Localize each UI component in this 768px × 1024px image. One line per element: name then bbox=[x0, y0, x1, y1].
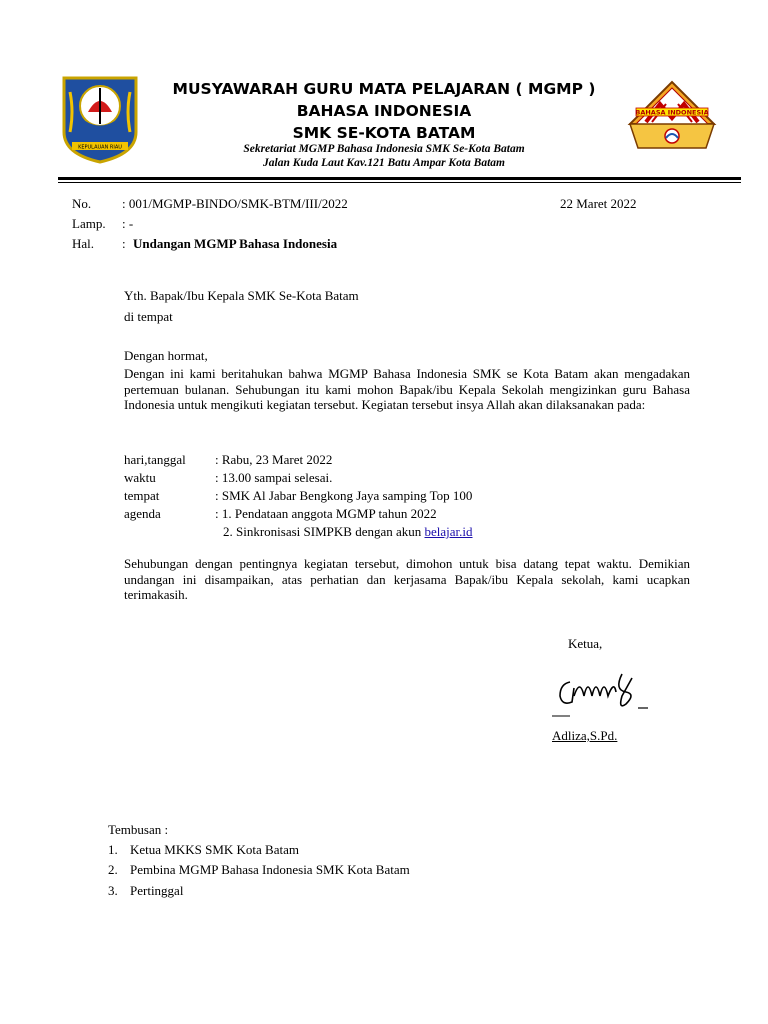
tembusan-item-2: Pembina MGMP Bahasa Indonesia SMK Kota Batam bbox=[130, 862, 410, 877]
signature-role: Ketua, bbox=[568, 636, 603, 651]
body-paragraph2: Sehubungan dengan pentingnya kegiatan tersebut, dimohon untuk bisa datang tepat waktu. Demikian undangan ini disampaikan, atas perhatian dan kerjasama Bapak/ibu Kepala sekolah, kami ucapkan terimakasih. bbox=[124, 556, 690, 602]
detail-value-place: : SMK Al Jabar Bengkong Jaya samping Top 100 bbox=[215, 488, 473, 503]
letter-date: 22 Maret 2022 bbox=[560, 196, 637, 211]
detail-label-agenda: agenda bbox=[124, 506, 161, 521]
header-title-line2: BAHASA INDONESIA bbox=[296, 102, 472, 120]
header-title-line1: MUSYAWARAH GURU MATA PELAJARAN ( MGMP ) bbox=[172, 80, 596, 98]
detail-value-date: : Rabu, 23 Maret 2022 bbox=[215, 452, 333, 467]
no-label: No. bbox=[72, 196, 92, 211]
header-address-line2: Jalan Kuda Laut Kav.121 Batu Ampar Kota Batam bbox=[263, 157, 505, 169]
recipient-line2: di tempat bbox=[124, 309, 173, 324]
mgmp-logo-label: BAHASA INDONESIA bbox=[635, 108, 709, 117]
tembusan-num-1: 1. bbox=[108, 842, 118, 857]
detail-value-agenda: : 1. Pendataan anggota MGMP tahun 2022 bbox=[215, 506, 437, 521]
tembusan-heading: Tembusan : bbox=[108, 822, 169, 837]
agenda-item-2-text: 2. Sinkronisasi SIMPKB dengan akun bbox=[223, 524, 425, 539]
agenda-item-2 bbox=[223, 524, 473, 540]
body-paragraph1: Dengan ini kami beritahukan bahwa MGMP Bahasa Indonesia SMK se Kota Batam akan mengadakan pertemuan bulanan. Sehubungan itu kami mohon Bapak/ibu Kepala Sekolah mengizinkan guru Bahasa Indonesia untuk mengikuti kegiatan tersebut. Kegiatan tersebut insya Allah akan dilaksanakan pada: bbox=[124, 366, 690, 412]
header-divider-thin bbox=[58, 182, 741, 183]
detail-label-time: waktu bbox=[124, 470, 156, 485]
signatory-name: Adliza,S.Pd. bbox=[552, 728, 618, 743]
header-divider-thick bbox=[58, 177, 741, 180]
detail-value-time: : 13.00 sampai selesai. bbox=[215, 470, 333, 485]
letterhead bbox=[0, 0, 768, 190]
detail-label-place: tempat bbox=[124, 488, 160, 503]
lamp-value: : - bbox=[122, 216, 134, 231]
belajar-id-link[interactable]: belajar.id bbox=[424, 524, 473, 539]
no-value: : 001/MGMP-BINDO/SMK-BTM/III/2022 bbox=[122, 196, 348, 211]
hal-label: Hal. bbox=[72, 236, 95, 251]
handwritten-signature bbox=[552, 666, 652, 718]
hal-colon: : bbox=[122, 236, 126, 251]
header-address-line1: Sekretariat MGMP Bahasa Indonesia SMK Se-Kota Batam bbox=[243, 143, 525, 155]
recipient-line1: Yth. Bapak/Ibu Kepala SMK Se-Kota Batam bbox=[124, 288, 359, 303]
header-title-line3: SMK SE-KOTA BATAM bbox=[292, 124, 476, 142]
tembusan-num-3: 3. bbox=[108, 883, 118, 898]
lamp-label: Lamp. bbox=[72, 216, 106, 231]
tembusan-num-2: 2. bbox=[108, 862, 118, 877]
tembusan-item-3: Pertinggal bbox=[130, 883, 184, 898]
tembusan-item-1: Ketua MKKS SMK Kota Batam bbox=[130, 842, 299, 857]
emblem-label: KEPULAUAN RIAU bbox=[78, 144, 122, 151]
hal-subject: Undangan MGMP Bahasa Indonesia bbox=[133, 236, 338, 251]
greeting: Dengan hormat, bbox=[124, 348, 208, 363]
detail-label-date: hari,tanggal bbox=[124, 452, 186, 467]
